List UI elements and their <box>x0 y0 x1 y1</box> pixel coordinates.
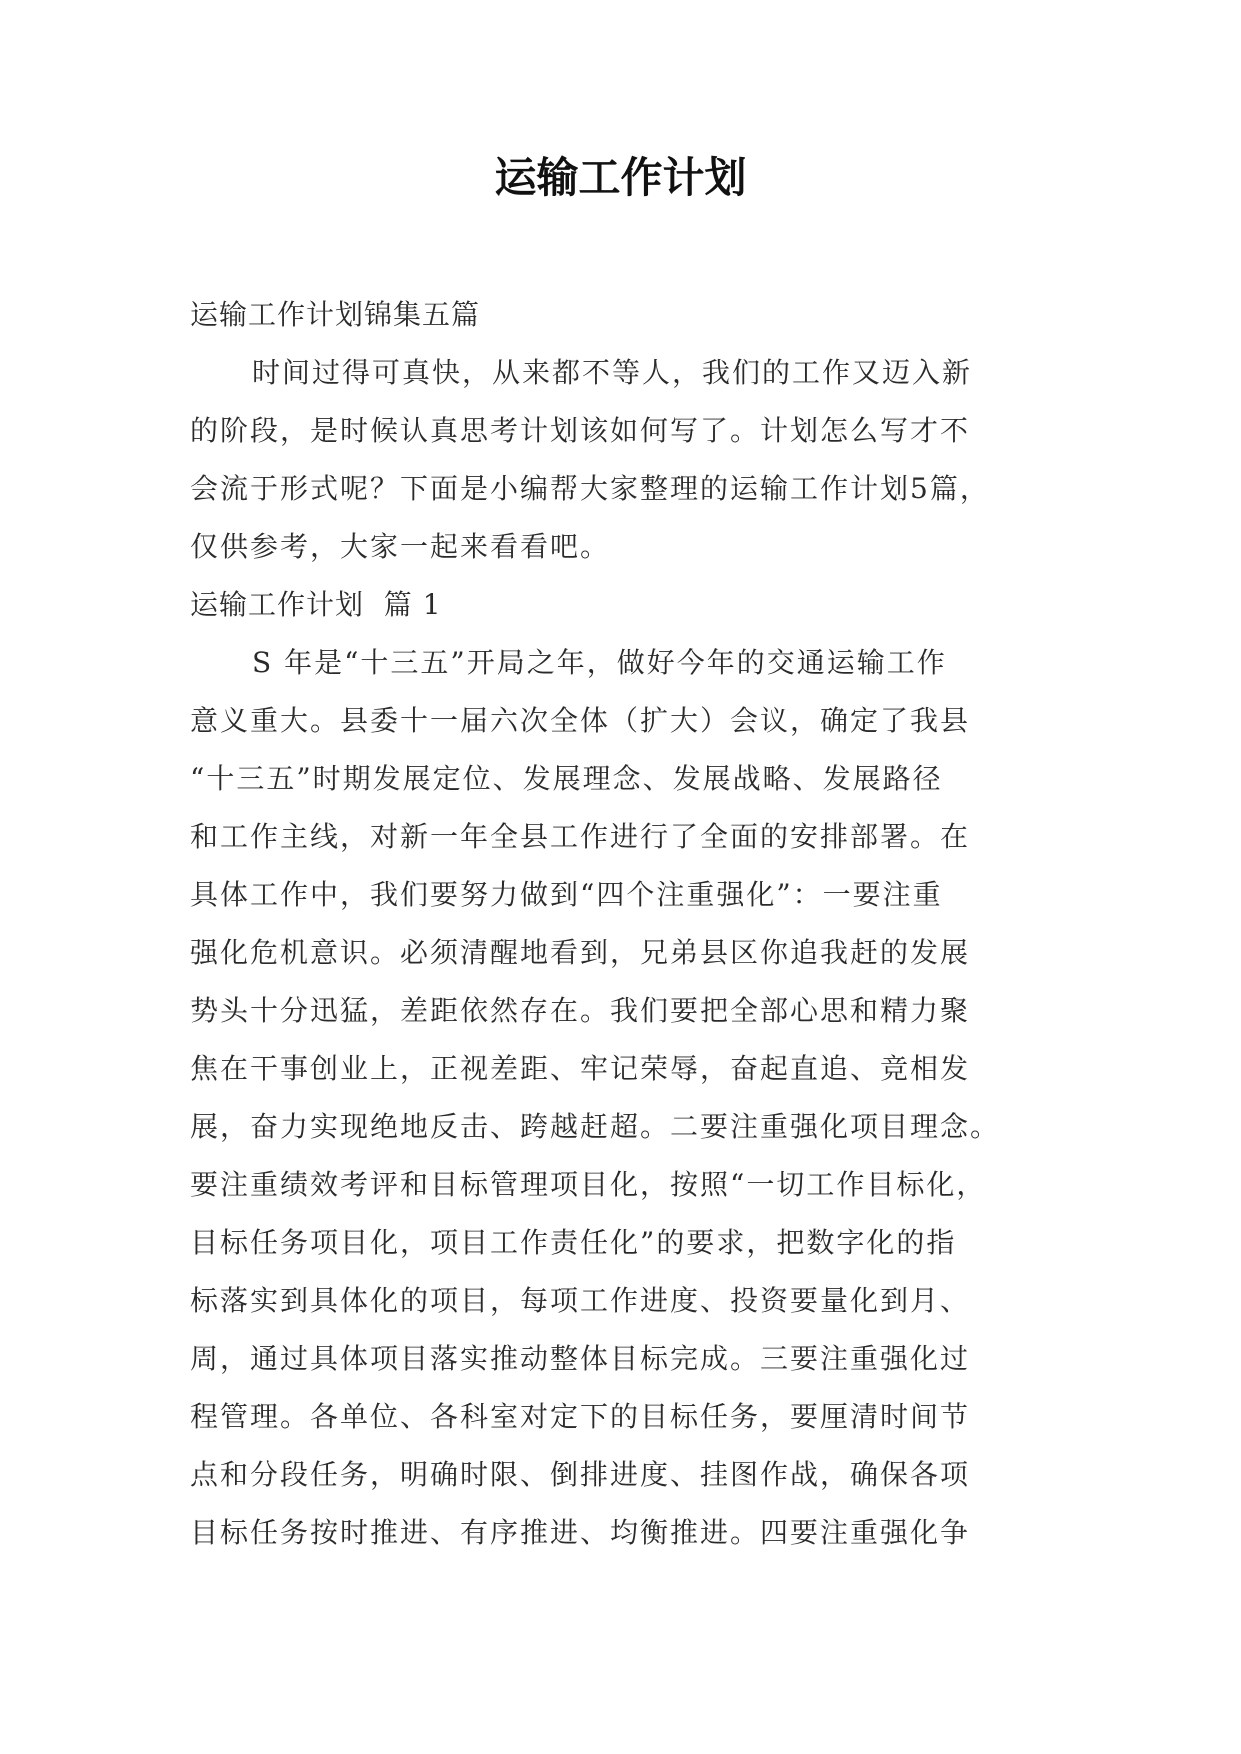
body-line: 展，奋力实现绝地反击、跨越赶超。二要注重强化项目理念。 <box>190 1110 1001 1143</box>
intro-line: 时间过得可真快，从来都不等人，我们的工作又迈入新 <box>252 356 973 389</box>
body-line: 程管理。各单位、各科室对定下的目标任务，要厘清时间节 <box>190 1400 971 1433</box>
body-line: 标落实到具体化的项目，每项工作进度、投资要量化到月、 <box>190 1284 971 1317</box>
collection-subtitle: 运输工作计划锦集五篇 <box>190 298 481 331</box>
body-line: 点和分段任务，明确时限、倒排进度、挂图作战，确保各项 <box>190 1458 971 1491</box>
body-line: 目标任务按时推进、有序推进、均衡推进。四要注重强化争 <box>190 1516 971 1549</box>
body-line: “十三五”时期发展定位、发展理念、发展战略、发展路径 <box>190 762 943 795</box>
body-line: 和工作主线，对新一年全县工作进行了全面的安排部署。在 <box>190 820 971 853</box>
body-line: S 年是“十三五”开局之年，做好今年的交通运输工作 <box>252 646 947 679</box>
intro-line: 会流于形式呢？下面是小编帮大家整理的运输工作计划5篇， <box>190 472 990 505</box>
body-line: 势头十分迅猛，差距依然存在。我们要把全部心思和精力聚 <box>190 994 971 1027</box>
body-line: 意义重大。县委十一届六次全体（扩大）会议，确定了我县 <box>190 704 971 737</box>
intro-line: 的阶段，是时候认真思考计划该如何写了。计划怎么写才不 <box>190 414 971 447</box>
document-title: 运输工作计划 <box>494 153 747 202</box>
body-line: 强化危机意识。必须清醒地看到，兄弟县区你追我赶的发展 <box>190 936 971 969</box>
body-line: 焦在干事创业上，正视差距、牢记荣辱，奋起直追、竞相发 <box>190 1052 971 1085</box>
document-body <box>190 286 1070 1562</box>
intro-line: 仅供参考，大家一起来看看吧。 <box>190 530 611 563</box>
body-line: 周，通过具体项目落实推动整体目标完成。三要注重强化过 <box>190 1342 971 1375</box>
body-line: 具体工作中，我们要努力做到“四个注重强化”：一要注重 <box>190 878 943 911</box>
body-line: 目标任务项目化，项目工作责任化”的要求，把数字化的指 <box>190 1226 957 1259</box>
body-line: 要注重绩效考评和目标管理项目化，按照“一切工作目标化， <box>190 1168 987 1201</box>
section-heading: 运输工作计划 篇 1 <box>190 588 442 621</box>
